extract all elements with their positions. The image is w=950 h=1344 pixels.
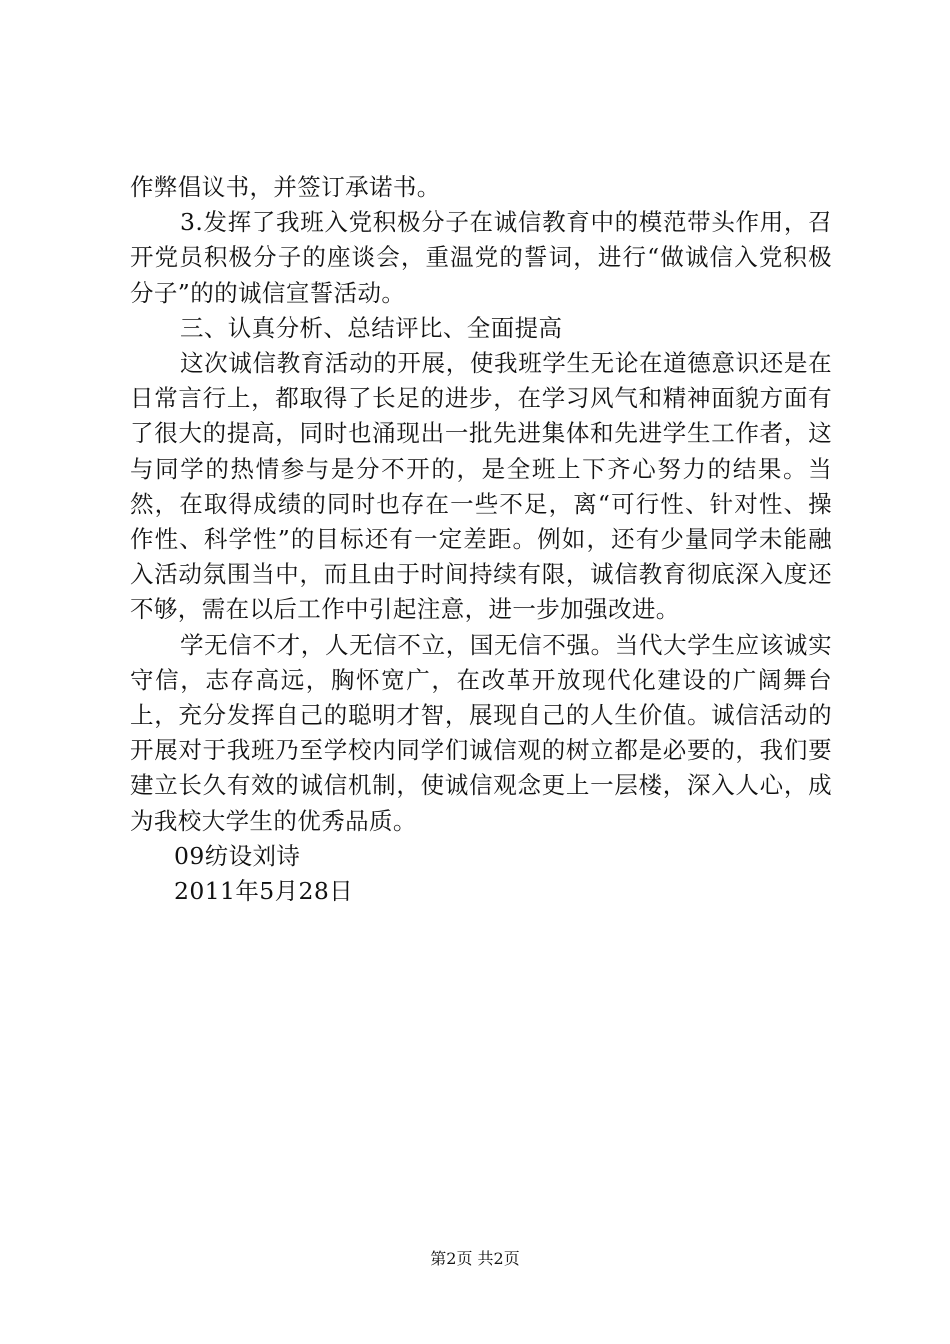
paragraph-item-3: 3.发挥了我班入党积极分子在诚信教育中的模范带头作用，召开党员积极分子的座谈会，重温党的誓词，进行“做诚信入党积极分子”的的诚信宣誓活动。 bbox=[130, 208, 832, 307]
paragraph-summary: 这次诚信教育活动的开展，使我班学生无论在道德意识还是在日常言行上，都取得了长足的进步，在学习风气和精神面貌方面有了很大的提高，同时也涌现出一批先进集体和先进学生工作者，这与同学的热情参与是分不开的，是全班上下齐心努力的结果。当然，在取得成绩的同时也存在一些不足，离“可行性、针对性、操作性、科学性”的目标还有一定差距。例如，还有少量同学未能融入活动氛围当中，而且由于时间持续有限，诚信教育彻底深入度还不够，需在以后工作中引起注意，进一步加强改进。 bbox=[130, 349, 832, 624]
page-footer: 第2页 共2页 bbox=[430, 1249, 520, 1268]
document-body bbox=[130, 170, 832, 909]
signature: 09纺设刘诗 bbox=[174, 841, 301, 870]
section-heading-3: 三、认真分析、总结评比、全面提高 bbox=[180, 313, 563, 342]
paragraph-continuation: 作弊倡议书，并签订承诺书。 bbox=[130, 173, 441, 201]
paragraph-conclusion: 学无信不才，人无信不立，国无信不强。当代大学生应该诚实守信，志存高远，胸怀宽广，在改革开放现代化建设的广阔舞台上，充分发挥自己的聪明才智，展现自己的人生价值。诚信活动的开展对于我班乃至学校内同学们诚信观的树立都是必要的，我们要建立长久有效的诚信机制，使诚信观念更上一层楼，深入人心，成为我校大学生的优秀品质。 bbox=[130, 630, 832, 835]
date: 2011年5月28日 bbox=[174, 877, 354, 906]
